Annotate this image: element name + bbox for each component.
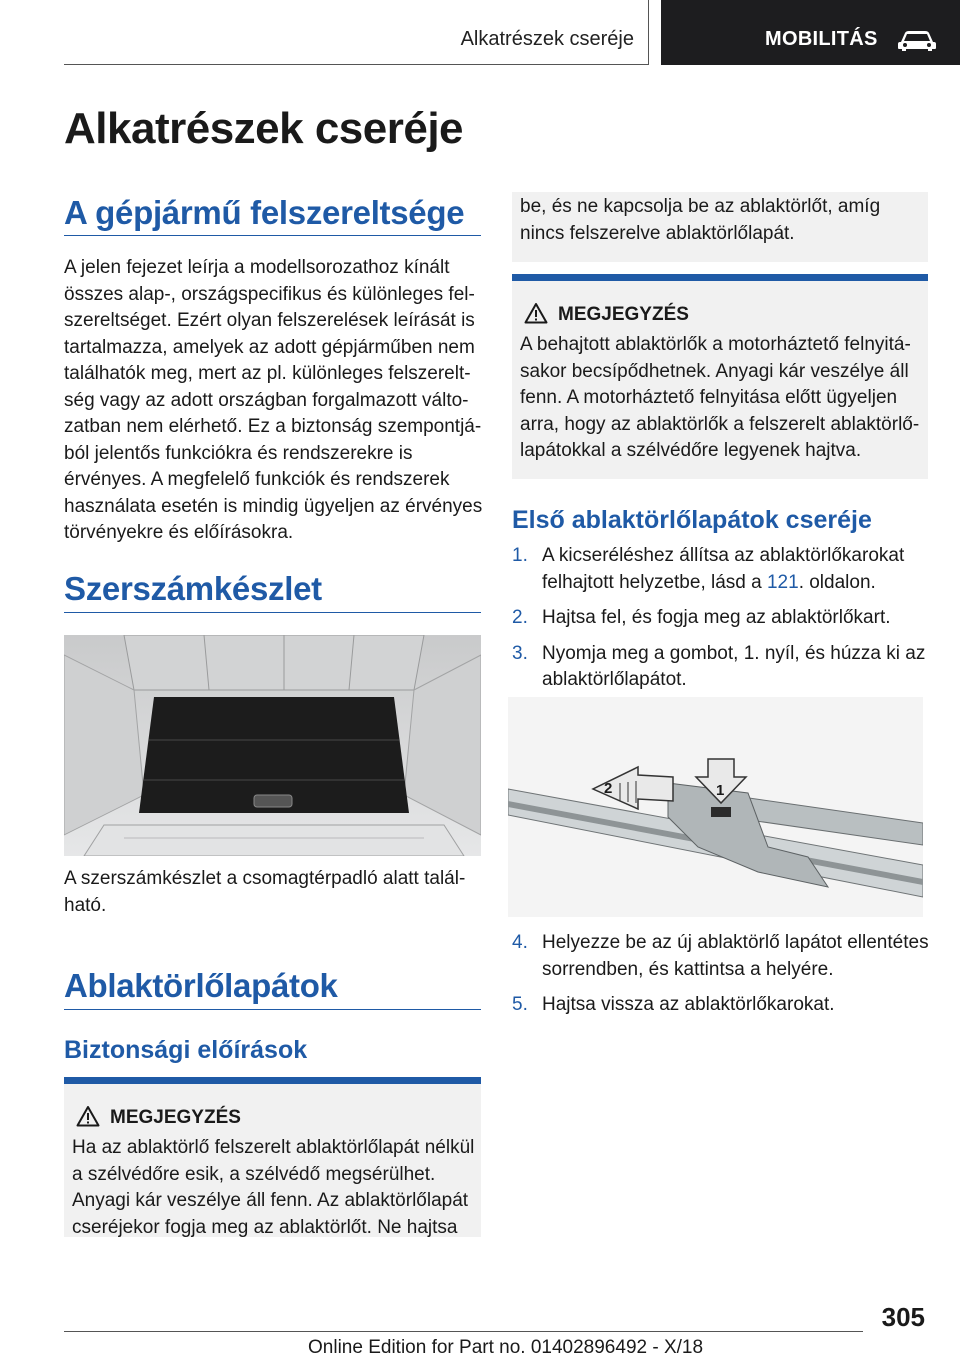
note-text: A behajtott ablaktörlők a motorháztető felnyitá‐ sakor becsípődhetnek. Anyagi kár veszélye áll fenn. A motorháztető felnyitása előtt ügyeljen arra, hogy az ablaktörlők a felszerelt ablaktörlő‐ lapátokkal a szélvédőre legyenek hajtva. [520, 334, 920, 461]
hood-note [512, 274, 928, 479]
safety-heading: Biztonsági előírások [64, 1036, 308, 1064]
equipment-rule [64, 235, 481, 236]
note-bar [64, 1077, 481, 1084]
footer-rule [64, 1331, 863, 1332]
note-bar [512, 274, 928, 281]
front-wiper-heading: Első ablaktörlőlapátok cseréje [512, 506, 872, 534]
step-5: 5. Hajtsa vissza az ablaktörlőkarokat. [512, 994, 835, 1015]
equipment-heading: A gépjármű felszereltsége [64, 194, 465, 231]
wiper-blades-rule [64, 1009, 481, 1010]
arrow-2-label: 2 [604, 780, 613, 797]
step-4: 4. Helyezze be az új ablaktörlő lapátot ellentétes sorrendben, és kattintsa a helyére. [512, 932, 929, 980]
equipment-paragraph: A jelen fejezet leírja a modellsorozathoz kínált összes alap-, országspecifikus és különleges fel‐ szereltséget. Ezért olyan felszerelések leírását is tartalmazza, amelyek az adott gépjárműben nem találhatók meg, mert az pl. különleges felszerelt‐ ség vagy az adott országban forgalmazott válto‐ zatban nem elérhető. Ez a biztonság szempontjá‐ ból jelentős funkciókra és rendszerekre is érvényes. A megfelelő funkciók és rendszerek használata esetén is mindig ügyeljen az érvényes törvényekre és előírásokra. [64, 257, 483, 543]
toolkit-caption: A szerszámkészlet a csomagtérpadló alatt talál‐ ható. [64, 868, 466, 916]
wiper-blades-heading: Ablaktörlőlapátok [64, 967, 338, 1004]
header-section-title: Alkatrészek cseréje [460, 28, 634, 50]
car-icon [897, 28, 937, 52]
arrow-1-label: 1 [716, 782, 725, 799]
warning-icon [524, 302, 548, 324]
toolkit-heading: Szerszámkészlet [64, 570, 322, 607]
note-label: MEGJEGYZÉS [558, 304, 689, 325]
steps-list-a [512, 543, 932, 703]
page-title: Alkatrészek cseréje [64, 104, 464, 153]
note-label: MEGJEGYZÉS [110, 1107, 241, 1128]
warning-icon [76, 1105, 100, 1127]
note-continued-text: be, és ne kapcsolja be az ablaktörlőt, amíg nincs felszerelve ablaktörlőlapát. [520, 196, 881, 244]
safety-note [64, 1077, 481, 1237]
page-link[interactable]: 121 [766, 571, 799, 593]
steps-list-b [512, 930, 932, 1028]
step-3: 3. Nyomja meg a gombot, 1. nyíl, és húzza ki az ablaktörlőlapátot. [512, 642, 926, 690]
trunk-image [64, 635, 481, 856]
header-chapter-box [661, 0, 960, 65]
wiper-blade-image [508, 697, 923, 917]
safety-note-continued [512, 192, 928, 262]
header-section-box [64, 0, 649, 65]
step-2: 2. Hajtsa fel, és fogja meg az ablaktörlőkart. [512, 607, 891, 628]
footer-edition: Online Edition for Part no. 01402896492 - X/18 [308, 1337, 704, 1358]
header-chapter-title: MOBILITÁS [765, 28, 878, 50]
note-text: Ha az ablaktörlő felszerelt ablaktörlőlapát nélkül a szélvédőre esik, a szélvédő megsérülhet. Anyagi kár veszélye áll fenn. Az ablaktörlőlapát cseréjekor fogja meg az ablaktörlőt. Ne hajtsa [72, 1137, 475, 1238]
step-1: 1. A kicseréléshez állítsa az ablaktörlőkarokat felhajtott helyzetbe, lásd a 121. oldalon. [512, 545, 905, 593]
page-number: 305 [881, 1302, 925, 1332]
toolkit-rule [64, 612, 481, 613]
